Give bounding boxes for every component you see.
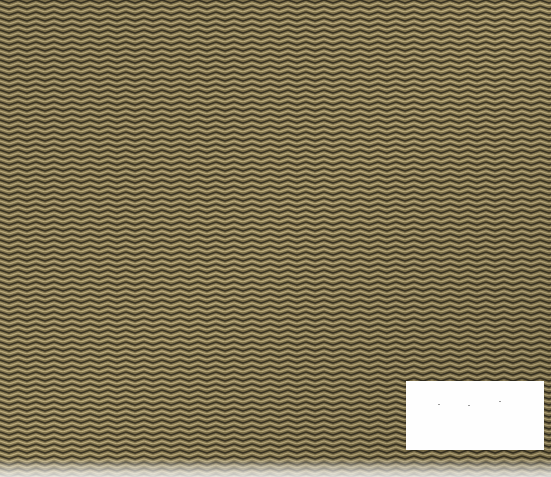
white-label-patch [406,381,544,450]
patch-speck [499,401,501,402]
fabric-bottom-edge [0,458,551,477]
patch-speck [438,404,440,405]
patch-speck [468,405,470,406]
